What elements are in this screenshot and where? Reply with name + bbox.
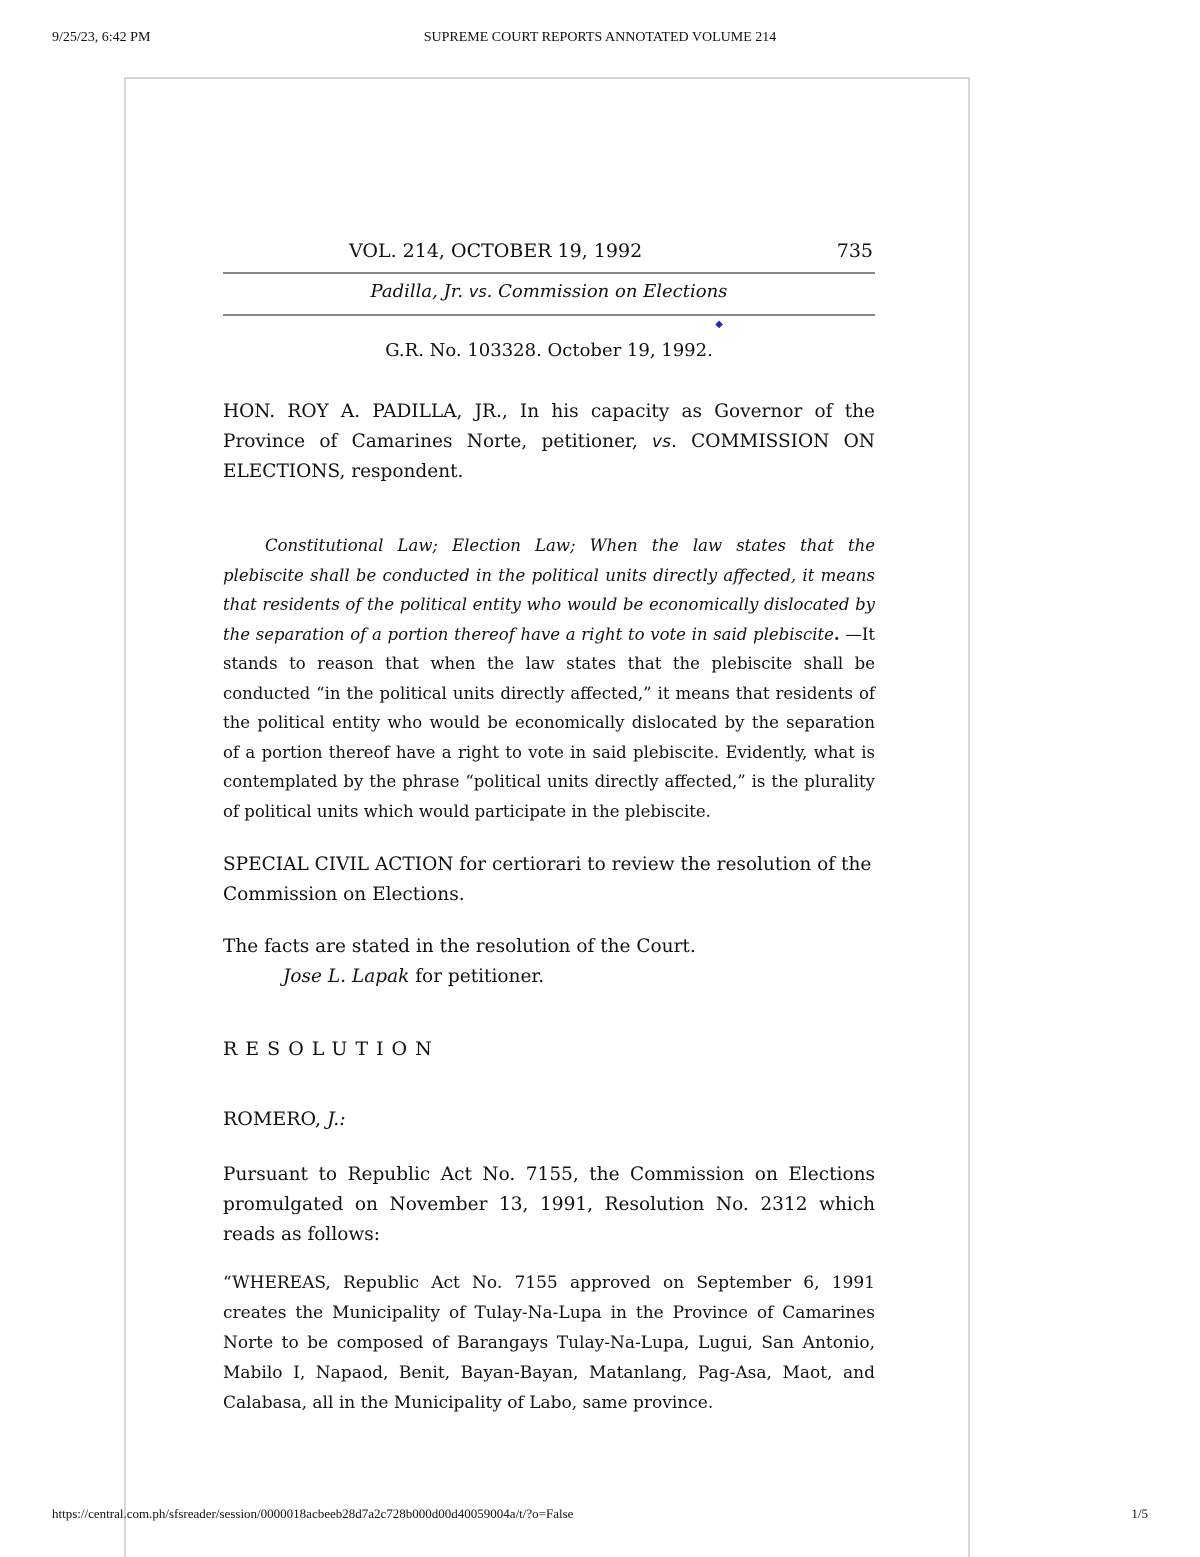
facts-statement [223, 932, 875, 992]
footnote-marker-link[interactable]: ◆ [715, 319, 723, 330]
syllabus-period: . [833, 624, 840, 644]
print-publication-title: SUPREME COURT REPORTS ANNOTATED VOLUME 214 [423, 30, 777, 45]
special-civil-action: SPECIAL CIVIL ACTION for certiorari to review the resolution of the Commission on Elections. [223, 854, 872, 905]
case-number: G.R. No. 103328. October 19, 1992. [385, 340, 713, 361]
print-datetime: 9/25/23, 6:42 PM [52, 30, 151, 45]
resolution-heading: RESOLUTION [223, 1038, 440, 1060]
pursuant-paragraph: Pursuant to Republic Act No. 7155, the Commission on Elections promulgated on November 13, 1991, Resolution No. 2312 which reads as follows: [223, 1164, 875, 1245]
print-footer-page: 1/5 [1131, 1506, 1148, 1521]
parties-petitioner: HON. ROY A. PADILLA, JR., In his capacity as Governor of the Province of Camarines Norte, petitioner, [223, 401, 875, 452]
document-content [223, 240, 875, 1418]
case-short-vs: vs [468, 282, 487, 301]
case-short-part-a: Padilla, Jr. [370, 281, 469, 302]
whereas-paragraph: “WHEREAS, Republic Act No. 7155 approved on September 6, 1991 creates the Municipality of Tulay-Na-Lupa in the Province of Camarines Norte to be composed of Barangays Tulay-Na-Lupa, Lugui, San Antonio, Mabilo I, Napaod, Benit, Bayan-Bayan, Matanlang, Pag-Asa, Maot, and Calabasa, all in the Municipality of Labo, same province. [223, 1273, 875, 1413]
running-head [223, 240, 875, 274]
print-footer-url: https://central.com.ph/sfsreader/session/0000018acbeeb28d7a2c728b000d00d40059004a/t/?o=False [52, 1506, 574, 1521]
syllabus [223, 531, 875, 826]
page-number: 735 [836, 240, 873, 262]
counsel-role: for petitioner. [409, 966, 545, 987]
ponente-name: ROMERO, [223, 1108, 328, 1130]
counsel-name: Jose L. Lapak [283, 966, 410, 987]
ponente-title: J.: [327, 1108, 346, 1130]
parties-vs: vs [652, 432, 671, 452]
ponente [223, 1108, 875, 1130]
parties-respondent: . COMMISSION ON ELECTIONS, respondent. [223, 431, 875, 482]
case-parties [223, 397, 875, 487]
syllabus-body: —It stands to reason that when the law states that the plebiscite shall be conducted “in the political units directly affected,” it means that residents of the political entity who would be economically dislocated by the separation of a portion thereof have a right to vote in said plebiscite. Evidently, what is contemplated by the phrase “political units directly affected,” is the plurality of political units which would participate in the plebiscite. [223, 624, 875, 821]
syllabus-headnote: Constitutional Law; Election Law; When the law states that the plebiscite shall be conducted in the political units directly affected, it means that residents of the political entity who would be economically dislocated by the separation of a portion thereof have a right to vote in said plebiscite [223, 536, 875, 644]
counsel-line [223, 962, 875, 992]
case-short-title [223, 274, 875, 330]
volume-date: VOL. 214, OCTOBER 19, 1992 [349, 240, 643, 262]
facts-text: The facts are stated in the resolution of the Court. [223, 936, 696, 957]
case-short-part-b: . Commission on Elections [486, 281, 728, 302]
